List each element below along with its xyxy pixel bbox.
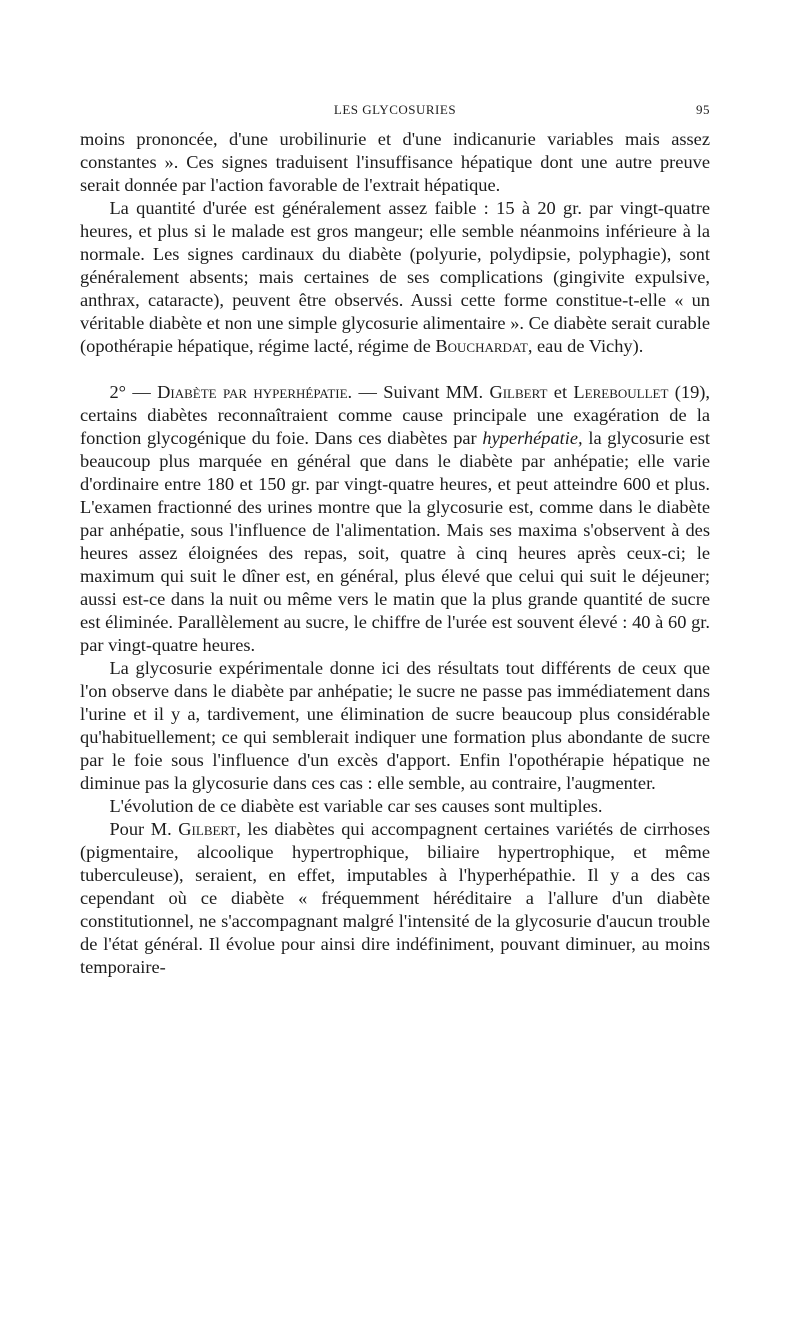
section-intro: — Suivant MM.: [352, 382, 490, 402]
paragraph-gilbert-intro: Pour M.: [109, 819, 179, 839]
running-head: [80, 102, 710, 122]
paragraph-glycosurie-experimentale: La glycosurie expérimentale donne ici des résultats tout différents de ceux que l'on observe dans le diabète par anhépatie; le sucre ne passe pas immédiatement dans l'urine et il y a, tardivement, une élimination de sucre beaucoup plus considérable qu'habituellement; ce qui semblerait indiquer une formation plus abondante de sucre par le foie sous l'influence d'un excès d'apport. Enfin l'opothérapie hépatique ne diminue pas la glycosurie dans ces cas : elle semble, au contraire, l'augmenter.: [80, 658, 710, 793]
section-heading: — Diabète par hyperhépatie.: [126, 382, 353, 402]
author-name-bouchardat: Bouchardat: [435, 336, 528, 356]
paragraph-gilbert: [80, 818, 710, 979]
section-number: 2°: [109, 382, 126, 402]
section-text-b: la glycosurie est beaucoup plus marquée en général que dans le diabète par anhépatie; elle varie d'ordinaire entre 180 et 150 gr. par vingt-quatre heures, et peut atteindre 600 et plus. L'examen fractionné des urines montre que la glycosurie est, comme dans le diabète par anhépatie, sous l'influence de l'alimentation. Mais ses maxima s'observent à des heures assez éloignées des repas, soit, quatre à cinq heures après ceux-ci; le maximum qui suit le dîner est, en général, plus élevé que celui qui suit le déjeuner; aussi est-ce dans la nuit ou même vers le matin que la plus grande quantité de sucre est éliminée. Parallèlement au sucre, le chiffre de l'urée est souvent élevé : 40 à 60 gr. par vingt-quatre heures.: [80, 428, 710, 655]
paragraph-continued: moins prononcée, d'une urobilinurie et d'une indicanurie variables mais assez constantes ». Ces signes traduisent l'insuffisance hépatique dont une autre preuve serait donnée par l'action favorable de l'extrait hépatique.: [80, 129, 710, 195]
author-name-gilbert: Gilbert: [489, 382, 548, 402]
author-name-gilbert-2: Gilbert: [178, 819, 237, 839]
running-title: LES GLYCOSURIES: [333, 102, 457, 117]
section-hyperhepatie: [80, 381, 710, 657]
paragraph-uree-tail: , eau de Vichy).: [527, 336, 644, 356]
paragraph-evolution: L'évolution de ce diabète est variable car ses causes sont multiples.: [109, 796, 603, 816]
page-number: 95: [696, 102, 710, 117]
paragraph-uree-text: La quantité d'urée est généralement assez faible : 15 à 20 gr. par vingt-quatre heures, et plus si le malade est gros mangeur; elle semble néanmoins inférieure à la normale. Les signes cardinaux du diabète (polyurie, polydipsie, polyphagie), sont généralement absents; mais certaines de ses complications (gingivite expulsive, anthrax, cataracte), peuvent être observés. Aussi cette forme constitue-t-elle « un véritable diabète et non une simple glycosurie alimentaire ». Ce diabète serait curable (opothérapie hépatique, régime lacté, régime de: [80, 198, 710, 356]
paragraph-gilbert-text: , les diabètes qui accompagnent certaines variétés de cirrhoses (pigmentaire, alcoolique hypertrophique, biliaire hypertrophique, et même tuberculeuse), seraient, en effet, imputables à l'hyperhépathie. Il y a des cas cependant où ce diabète « fréquemment héréditaire a l'allure d'un diabète constitutionnel, ne s'accompagnant malgré l'intensité de la glycosurie d'aucun trouble de l'état général. Il évolue pour ainsi dire indéfiniment, pouvant diminuer, au moins temporaire-: [80, 819, 711, 977]
section-text-a: (19), certains diabètes reconnaîtraient comme cause principale une exagération de la fonction glycogénique du foie. Dans ces diabètes par: [80, 382, 711, 448]
term-hyperhepatie: hyperhépatie,: [482, 428, 583, 448]
book-page: [80, 0, 710, 979]
author-conjunction: et: [547, 382, 574, 402]
paragraph-uree: [80, 197, 710, 358]
body-text: [80, 128, 710, 979]
author-name-lereboullet: Lereboullet: [573, 382, 669, 402]
